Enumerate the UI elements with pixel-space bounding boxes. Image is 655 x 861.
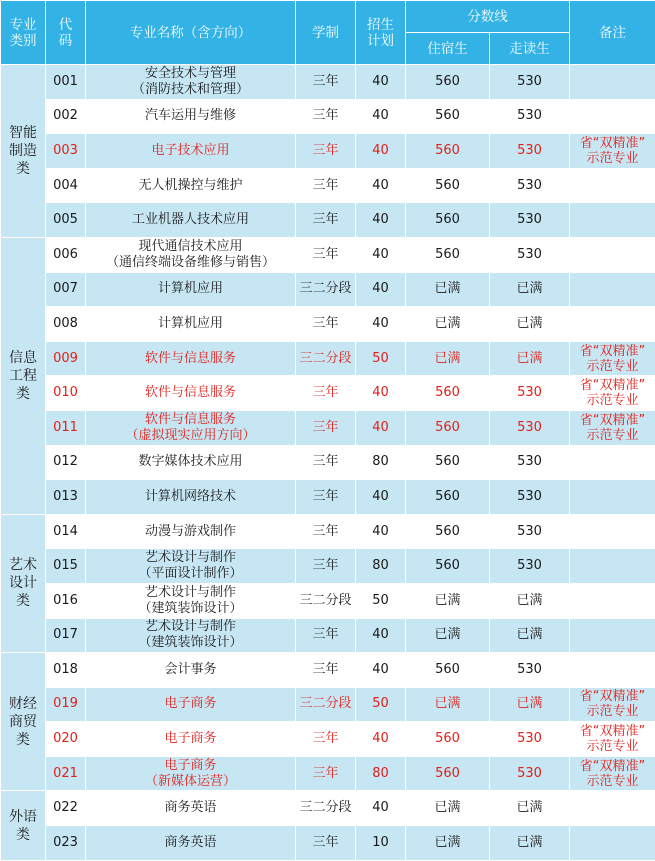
note-cell: 省“双精准” 示范专业 (570, 341, 655, 376)
day-score-cell: 已满 (490, 618, 570, 653)
name-cell: 工业机器人技术应用 (86, 203, 296, 238)
plan-cell: 40 (356, 272, 406, 307)
category-cell: 艺术 设计 类 (1, 514, 46, 652)
duration-cell: 三二分段 (296, 791, 356, 826)
day-score-cell: 已满 (490, 307, 570, 342)
name-cell: 艺术设计与制作 （平面设计制作） (86, 549, 296, 584)
boarding-score-cell: 560 (406, 653, 490, 688)
name-cell: 电子商务 （新媒体运营） (86, 756, 296, 791)
table-row (1, 307, 655, 342)
plan-cell: 40 (356, 480, 406, 515)
duration-cell: 三年 (296, 65, 356, 100)
duration-cell: 三年 (296, 203, 356, 238)
boarding-score-cell: 560 (406, 549, 490, 584)
duration-cell: 三年 (296, 99, 356, 134)
note-cell (570, 307, 655, 342)
code-cell: 010 (46, 376, 86, 411)
duration-cell: 三年 (296, 410, 356, 445)
plan-cell: 80 (356, 445, 406, 480)
boarding-score-cell: 560 (406, 65, 490, 100)
boarding-score-cell: 560 (406, 445, 490, 480)
duration-cell: 三年 (296, 307, 356, 342)
duration-cell: 三年 (296, 756, 356, 791)
header-score: 分数线 (406, 1, 570, 33)
boarding-score-cell: 560 (406, 134, 490, 169)
plan-cell: 40 (356, 237, 406, 272)
boarding-score-cell: 560 (406, 237, 490, 272)
note-cell (570, 203, 655, 238)
note-cell (570, 272, 655, 307)
table-row (1, 168, 655, 203)
code-cell: 004 (46, 168, 86, 203)
day-score-cell: 530 (490, 168, 570, 203)
day-score-cell: 530 (490, 653, 570, 688)
boarding-score-cell: 560 (406, 376, 490, 411)
note-cell (570, 65, 655, 100)
boarding-score-cell: 560 (406, 756, 490, 791)
code-cell: 017 (46, 618, 86, 653)
day-score-cell: 已满 (490, 341, 570, 376)
table-row (1, 134, 655, 169)
code-cell: 016 (46, 583, 86, 618)
header-plan: 招生 计划 (356, 1, 406, 65)
plan-cell: 40 (356, 99, 406, 134)
table-body (1, 65, 655, 861)
header-name: 专业名称（含方向） (86, 1, 296, 65)
boarding-score-cell: 已满 (406, 307, 490, 342)
plan-cell: 40 (356, 618, 406, 653)
code-cell: 005 (46, 203, 86, 238)
day-score-cell: 530 (490, 203, 570, 238)
note-cell (570, 445, 655, 480)
table-row (1, 341, 655, 376)
header-category: 专业 类别 (1, 1, 46, 65)
day-score-cell: 530 (490, 410, 570, 445)
code-cell: 012 (46, 445, 86, 480)
plan-cell: 50 (356, 687, 406, 722)
plan-cell: 10 (356, 826, 406, 861)
table-row (1, 722, 655, 757)
boarding-score-cell: 560 (406, 722, 490, 757)
name-cell: 艺术设计与制作 （建筑装饰设计） (86, 618, 296, 653)
plan-cell: 80 (356, 756, 406, 791)
plan-cell: 50 (356, 341, 406, 376)
name-cell: 电子商务 (86, 722, 296, 757)
boarding-score-cell: 560 (406, 480, 490, 515)
plan-cell: 40 (356, 65, 406, 100)
note-cell: 省“双精准” 示范专业 (570, 134, 655, 169)
plan-cell: 40 (356, 791, 406, 826)
boarding-score-cell: 560 (406, 168, 490, 203)
category-cell: 财经 商贸 类 (1, 653, 46, 791)
note-cell (570, 791, 655, 826)
note-cell (570, 514, 655, 549)
table-row (1, 514, 655, 549)
code-cell: 015 (46, 549, 86, 584)
note-cell: 省“双精准” 示范专业 (570, 376, 655, 411)
name-cell: 数字媒体技术应用 (86, 445, 296, 480)
name-cell: 电子技术应用 (86, 134, 296, 169)
name-cell: 安全技术与管理 （消防技术和管理） (86, 65, 296, 100)
note-cell (570, 480, 655, 515)
name-cell: 动漫与游戏制作 (86, 514, 296, 549)
duration-cell: 三年 (296, 168, 356, 203)
table-row (1, 687, 655, 722)
day-score-cell: 530 (490, 376, 570, 411)
plan-cell: 40 (356, 134, 406, 169)
plan-cell: 80 (356, 549, 406, 584)
code-cell: 009 (46, 341, 86, 376)
category-cell: 外语 类 (1, 791, 46, 860)
code-cell: 021 (46, 756, 86, 791)
table-row (1, 237, 655, 272)
duration-cell: 三二分段 (296, 341, 356, 376)
day-score-cell: 530 (490, 756, 570, 791)
day-score-cell: 已满 (490, 272, 570, 307)
day-score-cell: 530 (490, 445, 570, 480)
duration-cell: 三年 (296, 445, 356, 480)
name-cell: 商务英语 (86, 826, 296, 861)
code-cell: 022 (46, 791, 86, 826)
name-cell: 商务英语 (86, 791, 296, 826)
table-row (1, 445, 655, 480)
name-cell: 电子商务 (86, 687, 296, 722)
duration-cell: 三年 (296, 514, 356, 549)
name-cell: 无人机操控与维护 (86, 168, 296, 203)
boarding-score-cell: 已满 (406, 583, 490, 618)
name-cell: 计算机应用 (86, 307, 296, 342)
name-cell: 软件与信息服务 (86, 341, 296, 376)
plan-cell: 40 (356, 168, 406, 203)
table-row (1, 583, 655, 618)
plan-cell: 40 (356, 376, 406, 411)
duration-cell: 三二分段 (296, 272, 356, 307)
note-cell: 省“双精准” 示范专业 (570, 756, 655, 791)
day-score-cell: 530 (490, 549, 570, 584)
code-cell: 019 (46, 687, 86, 722)
plan-cell: 40 (356, 203, 406, 238)
code-cell: 003 (46, 134, 86, 169)
day-score-cell: 已满 (490, 687, 570, 722)
boarding-score-cell: 560 (406, 99, 490, 134)
boarding-score-cell: 已满 (406, 618, 490, 653)
duration-cell: 三年 (296, 653, 356, 688)
day-score-cell: 530 (490, 237, 570, 272)
boarding-score-cell: 560 (406, 514, 490, 549)
duration-cell: 三年 (296, 618, 356, 653)
note-cell: 省“双精准” 示范专业 (570, 410, 655, 445)
boarding-score-cell: 已满 (406, 341, 490, 376)
plan-cell: 40 (356, 514, 406, 549)
code-cell: 014 (46, 514, 86, 549)
code-cell: 020 (46, 722, 86, 757)
note-cell (570, 237, 655, 272)
day-score-cell: 已满 (490, 791, 570, 826)
duration-cell: 三年 (296, 134, 356, 169)
note-cell (570, 583, 655, 618)
header-boarding: 住宿生 (406, 33, 490, 65)
plan-cell: 40 (356, 410, 406, 445)
header-code: 代 码 (46, 1, 86, 65)
note-cell: 省“双精准” 示范专业 (570, 687, 655, 722)
duration-cell: 三年 (296, 722, 356, 757)
table-row (1, 791, 655, 826)
duration-cell: 三二分段 (296, 687, 356, 722)
header-day: 走读生 (490, 33, 570, 65)
plan-cell: 40 (356, 722, 406, 757)
category-cell: 信息 工程 类 (1, 237, 46, 514)
boarding-score-cell: 已满 (406, 826, 490, 861)
plan-cell: 50 (356, 583, 406, 618)
duration-cell: 三年 (296, 549, 356, 584)
day-score-cell: 530 (490, 480, 570, 515)
boarding-score-cell: 560 (406, 410, 490, 445)
day-score-cell: 530 (490, 99, 570, 134)
day-score-cell: 530 (490, 65, 570, 100)
note-cell (570, 549, 655, 584)
code-cell: 007 (46, 272, 86, 307)
note-cell (570, 618, 655, 653)
duration-cell: 三二分段 (296, 583, 356, 618)
code-cell: 023 (46, 826, 86, 861)
table-row (1, 549, 655, 584)
table-row (1, 653, 655, 688)
table-row (1, 410, 655, 445)
plan-cell: 40 (356, 653, 406, 688)
note-cell (570, 99, 655, 134)
boarding-score-cell: 已满 (406, 272, 490, 307)
boarding-score-cell: 已满 (406, 687, 490, 722)
table-row (1, 376, 655, 411)
duration-cell: 三年 (296, 826, 356, 861)
boarding-score-cell: 560 (406, 203, 490, 238)
code-cell: 001 (46, 65, 86, 100)
name-cell: 软件与信息服务 （虚拟现实应用方向） (86, 410, 296, 445)
duration-cell: 三年 (296, 480, 356, 515)
boarding-score-cell: 已满 (406, 791, 490, 826)
day-score-cell: 530 (490, 514, 570, 549)
table-row (1, 203, 655, 238)
name-cell: 现代通信技术应用 （通信终端设备维修与销售） (86, 237, 296, 272)
table-row (1, 99, 655, 134)
day-score-cell: 530 (490, 134, 570, 169)
name-cell: 计算机应用 (86, 272, 296, 307)
name-cell: 艺术设计与制作 （建筑装饰设计） (86, 583, 296, 618)
table-row (1, 272, 655, 307)
table-row (1, 65, 655, 100)
day-score-cell: 已满 (490, 583, 570, 618)
code-cell: 013 (46, 480, 86, 515)
table-row (1, 480, 655, 515)
plan-cell: 40 (356, 307, 406, 342)
note-cell: 省“双精准” 示范专业 (570, 722, 655, 757)
name-cell: 软件与信息服务 (86, 376, 296, 411)
duration-cell: 三年 (296, 376, 356, 411)
header-note: 备注 (570, 1, 655, 65)
code-cell: 018 (46, 653, 86, 688)
category-cell: 智能 制造 类 (1, 65, 46, 238)
header-duration: 学制 (296, 1, 356, 65)
day-score-cell: 已满 (490, 826, 570, 861)
code-cell: 008 (46, 307, 86, 342)
code-cell: 002 (46, 99, 86, 134)
table-row (1, 618, 655, 653)
note-cell (570, 653, 655, 688)
note-cell (570, 168, 655, 203)
duration-cell: 三年 (296, 237, 356, 272)
table-row (1, 756, 655, 791)
code-cell: 011 (46, 410, 86, 445)
name-cell: 会计事务 (86, 653, 296, 688)
day-score-cell: 530 (490, 722, 570, 757)
code-cell: 006 (46, 237, 86, 272)
name-cell: 汽车运用与维修 (86, 99, 296, 134)
name-cell: 计算机网络技术 (86, 480, 296, 515)
